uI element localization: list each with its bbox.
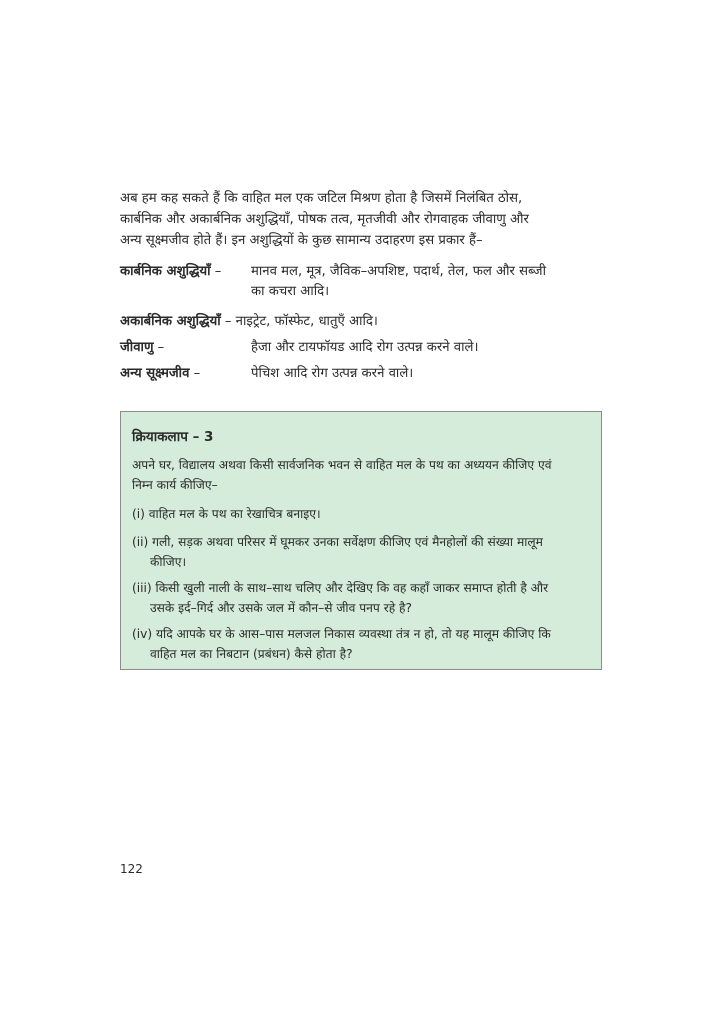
term-organic-desc-line-1: मानव मल, मूत्र, जैविक–अपशिष्ट, पदार्थ, तेल, फल और सब्जी: [251, 264, 546, 279]
term-microbes-description: पेचिश आदि रोग उत्पन्न करने वाले।: [251, 366, 414, 381]
term-organic-desc-line-2: का कचरा आदि।: [251, 284, 330, 299]
activity-box: [120, 411, 602, 670]
term-inorganic-description: – नाइट्रेट, फॉस्फेट, धातुएँ आदि।: [220, 314, 378, 329]
term-bacteria-description: हैजा और टायफॉयड आदि रोग उत्पन्न करने वाले।: [251, 340, 479, 355]
activity-item-4: [132, 624, 590, 664]
intro-paragraph: [120, 188, 606, 251]
activity-item-2-line-1: (ii) गली, सड़क अथवा परिसर में घूमकर उनका सर्वेक्षण कीजिए एवं मैनहोलों की संख्या मालूम: [132, 535, 543, 549]
page-number: 122: [120, 862, 143, 876]
activity-item-2-line-2: कीजिए।: [150, 555, 187, 569]
term-inorganic: [120, 312, 610, 334]
term-organic: [120, 262, 610, 306]
term-inorganic-label: अकार्बनिक अशुद्धियाँ: [120, 314, 221, 329]
activity-intro: [132, 455, 588, 495]
term-bacteria-separator: –: [153, 340, 165, 355]
intro-line-3: अन्य सूक्ष्मजीव होते हैं। इन अशुद्धियों के कुछ सामान्य उदाहरण इस प्रकार हैं–: [120, 233, 483, 248]
activity-item-4-line-1: (iv) यदि आपके घर के आस–पास मलजल निकास व्यवस्था तंत्र न हो, तो यह मालूम कीजिए कि: [132, 627, 551, 641]
term-microbes-separator: –: [189, 366, 201, 381]
activity-item-1: [132, 504, 590, 524]
activity-title: क्रियाकलाप – 3: [132, 429, 214, 445]
intro-line-1: अब हम कह सकते हैं कि वाहित मल एक जटिल मिश्रण होता है जिसमें निलंबित ठोस,: [120, 191, 523, 206]
term-microbes-label: अन्य सूक्ष्मजीव: [120, 366, 190, 381]
term-organic-separator: –: [210, 264, 222, 279]
term-bacteria: [120, 338, 610, 360]
term-organic-label: कार्बनिक अशुद्धियाँ: [120, 264, 211, 279]
activity-intro-line-1: अपने घर, विद्यालय अथवा किसी सार्वजनिक भवन से वाहित मल के पथ का अध्ययन कीजिए एवं: [132, 458, 552, 472]
activity-item-2: [132, 532, 590, 572]
activity-item-3: [132, 578, 590, 618]
term-bacteria-label: जीवाणु: [120, 340, 154, 355]
intro-line-2: कार्बनिक और अकार्बनिक अशुद्धियाँ, पोषक तत्व, मृतजीवी और रोगवाहक जीवाणु और: [120, 212, 529, 227]
activity-item-3-line-1: (iii) किसी खुली नाली के साथ–साथ चलिए और देखिए कि वह कहाँ जाकर समाप्त होती है और: [132, 581, 549, 595]
activity-item-4-line-2: वाहित मल का निबटान (प्रबंधन) कैसे होता है?: [150, 647, 353, 661]
activity-intro-line-2: निम्न कार्य कीजिए–: [132, 478, 218, 492]
term-microbes: [120, 364, 610, 386]
activity-item-1-text: (i) वाहित मल के पथ का रेखाचित्र बनाइए।: [132, 507, 321, 521]
term-organic-description: [251, 262, 607, 302]
activity-item-3-line-2: उसके इर्द–गिर्द और उसके जल में कौन–से जीव पनप रहे है?: [150, 601, 412, 615]
